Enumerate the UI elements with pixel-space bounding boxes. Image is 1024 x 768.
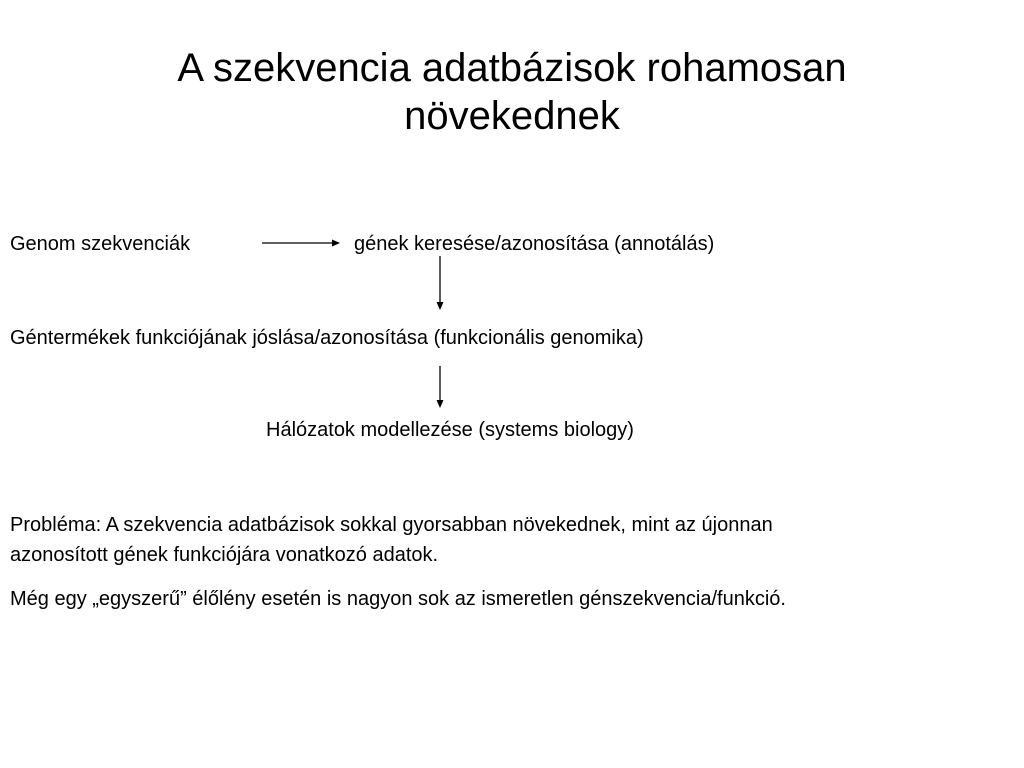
gene-search-label: gének keresése/azonosítása (annotálás) bbox=[354, 233, 715, 255]
down-arrow-icon bbox=[433, 366, 447, 410]
unknown-genes-note: Még egy „egyszerű” élőlény esetén is nagyon sok az ismeretlen génszekvencia/funkció. bbox=[10, 588, 786, 610]
slide-title-line-1: A szekvencia adatbázisok rohamosan bbox=[177, 46, 847, 90]
genome-sequences-label: Genom szekvenciák bbox=[10, 233, 191, 255]
problem-line-2: azonosított gének funkciójára vonatkozó adatok. bbox=[10, 544, 439, 566]
gene-product-function-label: Géntermékek funkciójának jóslása/azonosítása (funkcionális genomika) bbox=[10, 327, 644, 349]
down-arrow-icon bbox=[433, 256, 447, 312]
network-modeling-label: Hálózatok modellezése (systems biology) bbox=[266, 419, 634, 441]
right-arrow-icon bbox=[262, 236, 342, 250]
problem-statement bbox=[10, 510, 1010, 570]
slide-title bbox=[0, 44, 1024, 140]
slide-title-line-2: növekednek bbox=[404, 94, 620, 138]
problem-line-1: Probléma: A szekvencia adatbázisok sokkal gyorsabban növekednek, mint az újonnan bbox=[10, 514, 773, 536]
